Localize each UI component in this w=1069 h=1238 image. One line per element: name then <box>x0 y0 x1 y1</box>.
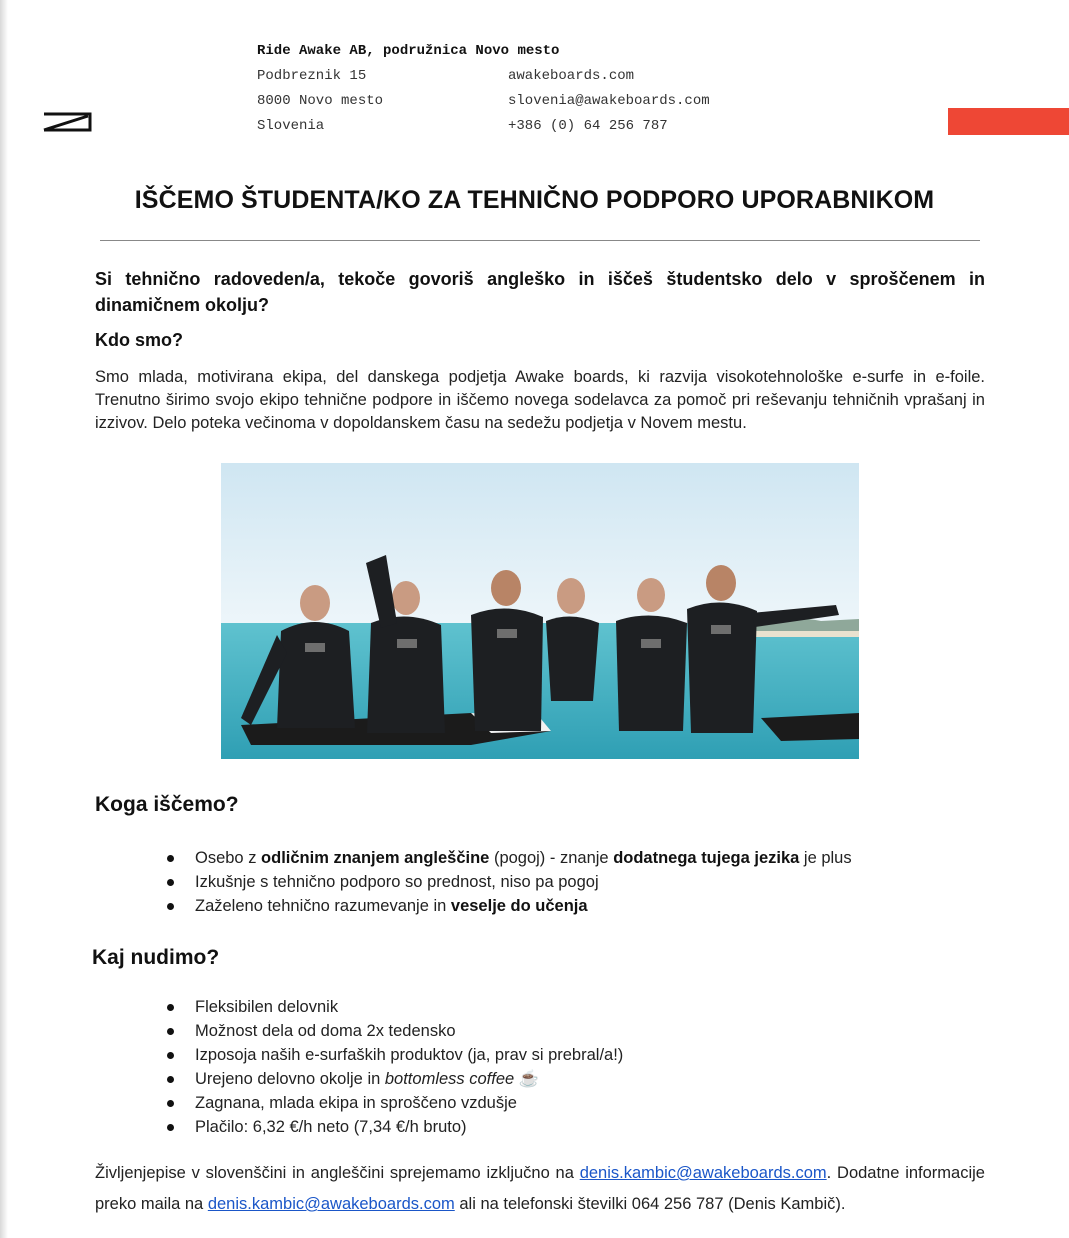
address-country: Slovenia <box>257 118 325 134</box>
bullet-dot <box>167 879 174 886</box>
coffee-icon: ☕ <box>518 1070 540 1088</box>
bullet-dot <box>167 1076 174 1083</box>
list-item: Fleksibilen delovnik <box>165 995 623 1019</box>
offer-list <box>165 995 623 1139</box>
address-street: Podbreznik 15 <box>257 68 367 84</box>
about-text: Smo mlada, motivirana ekipa, del danskega podjetja Awake boards, ki razvija visokotehnološke e-surfe in e-foile. Trenutno širimo svojo ekipo tehnične podpore in iščemo novega sodelavca za pomoč pri reševanju tehničnih vprašanj in izzivov. Delo poteka večinoma v dopoldanskem času na sedežu podjetja v Novem mestu. <box>95 368 985 432</box>
lead-question: Si tehnično radoveden/a, tekoče govoriš angleško in iščeš študentsko delo v sproščenem in dinamičnem okolju? <box>95 269 985 315</box>
bullet-dot <box>167 855 174 862</box>
list-item: Zagnana, mlada ekipa in sproščeno vzdušje <box>165 1091 623 1115</box>
title-divider <box>100 240 980 241</box>
list-item: Plačilo: 6,32 €/h neto (7,34 €/h bruto) <box>165 1115 623 1139</box>
bullet-dot <box>167 1028 174 1035</box>
list-item: Izkušnje s tehnično podporo so prednost, niso pa pogoj <box>165 870 852 894</box>
email-link[interactable]: denis.kambic@awakeboards.com <box>579 1164 827 1182</box>
accent-bar <box>948 108 1069 135</box>
phone-text: +386 (0) 64 256 787 <box>508 118 668 134</box>
about-heading: Kdo smo? <box>95 330 183 350</box>
team-photo <box>221 463 859 759</box>
list-item: Možnost dela od doma 2x tedensko <box>165 1019 623 1043</box>
bullet-dot <box>167 1052 174 1059</box>
seeking-list <box>165 846 852 918</box>
list-item: Izposoja naših e-surfaških produktov (ja, prav si prebral/a!) <box>165 1043 623 1067</box>
company-name: Ride Awake AB, podružnica Novo mesto <box>257 43 560 59</box>
offer-heading: Kaj nudimo? <box>92 946 220 969</box>
bullet-dot <box>167 903 174 910</box>
bullet-dot <box>167 1100 174 1107</box>
website-text: awakeboards.com <box>508 68 635 84</box>
list-item: Osebo z odličnim znanjem angleščine (pogoj) - znanje dodatnega tujega jezika je plus <box>165 846 852 870</box>
page-title: IŠČEMO ŠTUDENTA/KO ZA TEHNIČNO PODPORO UPORABNIKOM <box>134 186 935 214</box>
bullet-dot <box>167 1124 174 1131</box>
bullet-dot <box>167 1004 174 1011</box>
awake-logo <box>42 111 92 133</box>
list-item: Zaželeno tehnično razumevanje in veselje do učenja <box>165 894 852 918</box>
address-city: 8000 Novo mesto <box>257 93 384 109</box>
seeking-heading: Koga iščemo? <box>95 793 239 816</box>
application-info: Življenjepise v slovenščini in angleščini sprejemamo izključno na denis.kambic@awakeboards.com. Dodatne informacije preko maila na denis.kambic@awakeboards.com ali na telefonski številki 064 256 787 (Denis Kambič). <box>95 1164 985 1213</box>
email-text: slovenia@awakeboards.com <box>508 93 710 109</box>
list-item: Urejeno delovno okolje in bottomless coffee ☕ <box>165 1067 623 1091</box>
email-link-secondary[interactable]: denis.kambic@awakeboards.com <box>207 1195 455 1213</box>
